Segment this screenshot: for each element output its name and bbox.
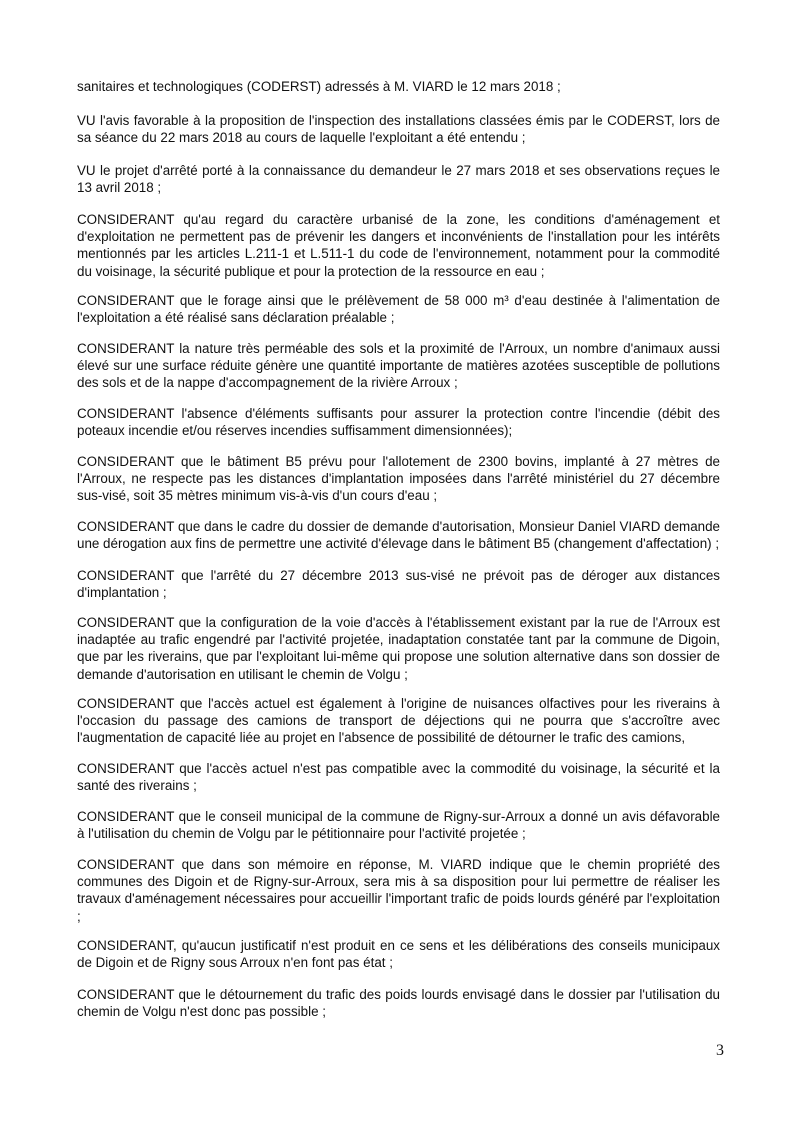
paragraph-13: CONSIDERANT que l'accès actuel n'est pas compatible avec la commodité du voisinage, la sécurité et la santé des riverains ; [77,761,720,794]
paragraph-3: VU le projet d'arrêté porté à la connaissance du demandeur le 27 mars 2018 et ses observations reçues le 13 avril 2018 ; [77,163,720,196]
paragraph-4: CONSIDERANT qu'au regard du caractère urbanisé de la zone, les conditions d'aménagement et d'exploitation ne permettent pas de prévenir les dangers et inconvénients de l'installation pour les intérêts mentionnés par les articles L.211-1 et L.511-1 du code de l'environnement, notamment pour la commodité du voisinage, la sécurité publique et pour la protection de la ressource en eau ; [77,212,720,279]
paragraph-12: CONSIDERANT que l'accès actuel est également à l'origine de nuisances olfactives pour les riverains à l'occasion du passage des camions de transport de déjections qui ne pourra que s'accroître avec l'augmentation de capacité liée au projet en l'absence de possibilité de détourner le trafic des camions, [77,696,720,746]
paragraph-7: CONSIDERANT l'absence d'éléments suffisants pour assurer la protection contre l'incendie (débit des poteaux incendie et/ou réserves incendies suffisamment dimensionnées); [77,406,720,439]
paragraph-5: CONSIDERANT que le forage ainsi que le prélèvement de 58 000 m³ d'eau destinée à l'alimentation de l'exploitation a été réalisé sans déclaration préalable ; [77,293,720,326]
paragraph-14: CONSIDERANT que le conseil municipal de la commune de Rigny-sur-Arroux a donné un avis défavorable à l'utilisation du chemin de Volgu par le pétitionnaire pour l'activité projetée ; [77,809,720,842]
page-number: 3 [716,1042,724,1059]
paragraph-1: sanitaires et technologiques (CODERST) adressés à M. VIARD le 12 mars 2018 ; [77,79,561,94]
paragraph-10: CONSIDERANT que l'arrêté du 27 décembre 2013 sus-visé ne prévoit pas de déroger aux distances d'implantation ; [77,568,720,601]
paragraph-6: CONSIDERANT la nature très perméable des sols et la proximité de l'Arroux, un nombre d'animaux aussi élevé sur une surface réduite génère une quantité importante de matières azotées susceptible de pollutions des sols et de la nappe d'accompagnement de la rivière Arroux ; [77,341,720,391]
paragraph-2: VU l'avis favorable à la proposition de l'inspection des installations classées émis par le CODERST, lors de sa séance du 22 mars 2018 au cours de laquelle l'exploitant a été entendu ; [77,113,720,146]
paragraph-16: CONSIDERANT, qu'aucun justificatif n'est produit en ce sens et les délibérations des conseils municipaux de Digoin et de Rigny sous Arroux n'en font pas état ; [77,938,720,971]
paragraph-8: CONSIDERANT que le bâtiment B5 prévu pour l'allotement de 2300 bovins, implanté à 27 mètres de l'Arroux, ne respecte pas les distances d'implantation imposées dans l'arrêté ministériel du 27 décembre sus-visé, soit 35 mètres minimum vis-à-vis d'un cours d'eau ; [77,454,720,504]
paragraph-11: CONSIDERANT que la configuration de la voie d'accès à l'établissement existant par la rue de l'Arroux est inadaptée au trafic engendré par l'activité projetée, inadaptation constatée tant par la commune de Digoin, que par les riverains, que par l'exploitant lui-même qui propose une solution alternative dans son dossier de demande d'autorisation en utilisant le chemin de Volgu ; [77,615,720,682]
paragraph-9: CONSIDERANT que dans le cadre du dossier de demande d'autorisation, Monsieur Daniel VIARD demande une dérogation aux fins de permettre une activité d'élevage dans le bâtiment B5 (changement d'affectation) ; [77,519,720,552]
paragraph-15: CONSIDERANT que dans son mémoire en réponse, M. VIARD indique que le chemin propriété des communes des Digoin et de Rigny-sur-Arroux, sera mis à sa disposition pour lui permettre de réaliser les travaux d'aménagement nécessaires pour accueillir l'important trafic de poids lourds généré par l'exploitation ; [77,857,720,924]
paragraph-17: CONSIDERANT que le détournement du trafic des poids lourds envisagé dans le dossier par l'utilisation du chemin de Volgu n'est donc pas possible ; [77,987,720,1020]
